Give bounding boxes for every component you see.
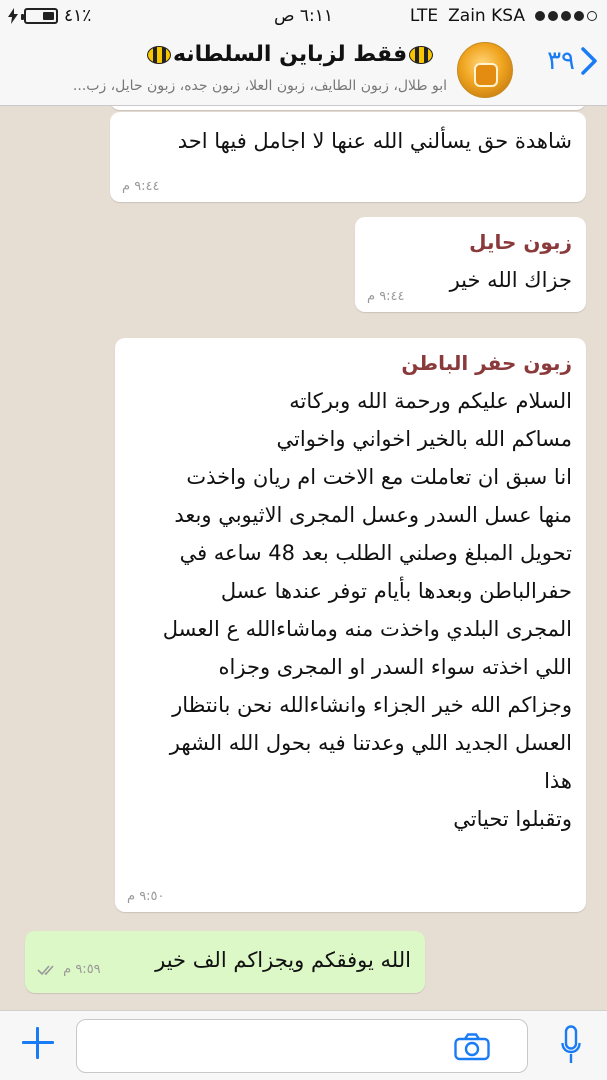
plus-icon[interactable] — [22, 1027, 54, 1059]
signal-dot — [587, 11, 597, 21]
chat-area[interactable] — [0, 106, 607, 1010]
message-text: الله يوفقكم ويجزاكم الف خير — [155, 948, 411, 972]
message-bubble[interactable] — [110, 112, 586, 202]
chat-header — [0, 34, 607, 106]
honey-jar-icon — [474, 63, 498, 87]
message-text: شاهدة حق يسألني الله عنها لا اجامل فيها احد — [177, 129, 572, 153]
message-text: جزاك الله خير — [449, 268, 572, 292]
signal-dot — [574, 11, 584, 21]
message-meta — [37, 962, 101, 977]
signal-strength-icon — [535, 11, 597, 21]
back-count: ٣٩ — [547, 46, 575, 76]
camera-icon[interactable] — [454, 1033, 490, 1061]
back-button[interactable] — [547, 46, 597, 76]
status-bar — [0, 0, 607, 34]
message-time: ٩:٥٩ م — [63, 962, 101, 977]
message-text: السلام عليكم ورحمة الله وبركاته مساكم الله بالخير اخواني واخواتي انا سبق ان تعاملت مع الاخت ام ريان واخذت منها عسل السدر وعسل المجرى الاثيوبي وبعد تحويل المبلغ وصلني الطلب بعد 48 ساعه في حفرالباطن وبعدها بأيام توفر عندها عسل المجرى البلدي واخذت منه وماشاءالله ع العسل اللي اخذته سواء السدر او المجرى وجزاه وجزاكم الله خير الجزاء وانشاءالله نحن بانتظار العسل الجديد اللي وعدتنا فيه بحول الله الشهر هذا وتقبلوا تحياتي — [162, 389, 572, 831]
message-time: ٩:٥٠ م — [127, 889, 165, 904]
network-type: LTE — [409, 6, 439, 26]
message-time: ٩:٤٤ م — [367, 289, 405, 304]
sender-name[interactable]: زبون حايل — [469, 230, 572, 254]
message-bubble[interactable] — [355, 217, 586, 312]
carrier-name: Zain KSA — [448, 6, 525, 26]
group-participants: ابو طلال، زبون الطايف، زبون العلا، زبون جده، زبون حايل، زب... — [72, 78, 447, 94]
message-time: ٩:٤٤ م — [122, 179, 160, 194]
group-title: فقط لزباين السلطانه — [173, 42, 408, 67]
signal-dot — [535, 11, 545, 21]
outgoing-message-bubble[interactable] — [25, 931, 425, 993]
clock: ٦:١١ ص — [273, 6, 334, 26]
group-avatar[interactable] — [457, 42, 513, 98]
group-title-row[interactable] — [147, 42, 447, 67]
message-bubble-partial — [110, 106, 586, 110]
bee-icon — [147, 46, 171, 64]
battery-percent: ٤١٪ — [64, 6, 92, 26]
microphone-icon[interactable] — [561, 1025, 581, 1065]
double-check-icon — [37, 964, 59, 976]
message-bubble[interactable] — [115, 338, 586, 912]
input-bar — [0, 1010, 607, 1080]
sender-name[interactable]: زبون حفر الباطن — [401, 351, 572, 375]
bee-icon — [409, 46, 433, 64]
chevron-right-icon — [581, 47, 597, 75]
signal-dot — [561, 11, 571, 21]
signal-dot — [548, 11, 558, 21]
